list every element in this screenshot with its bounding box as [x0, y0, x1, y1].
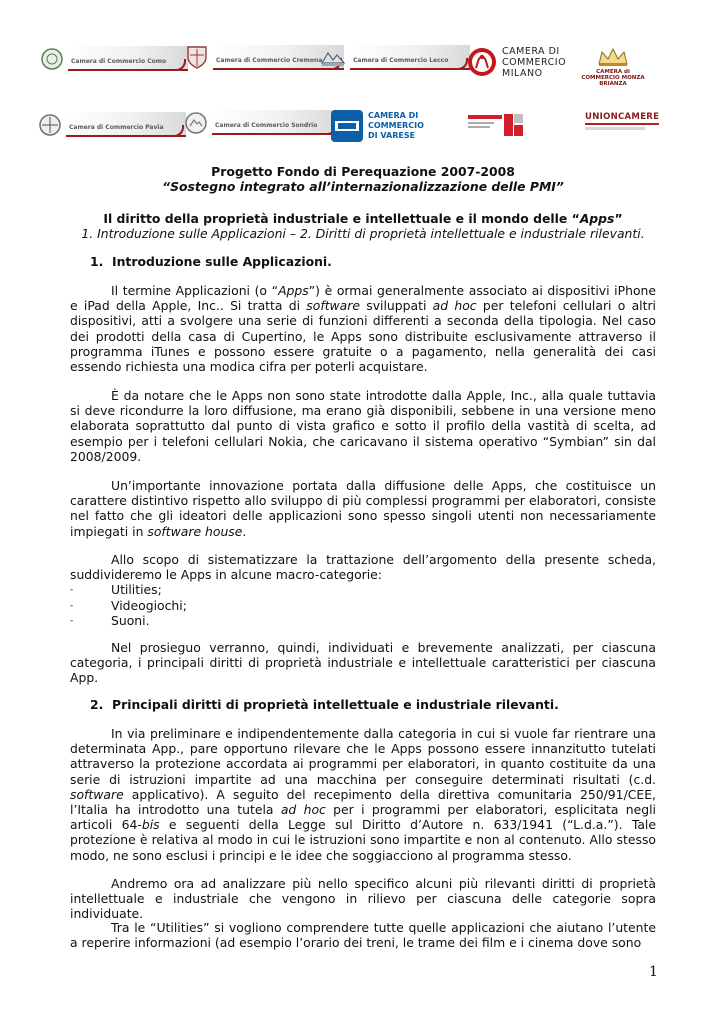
logo-lecco [320, 45, 470, 70]
page-number: 1 [649, 964, 658, 980]
paragraph: In via preliminare e indipendentemente dalla categoria in cui si vuole far rientrare una determinata App., pare opportuno rilevare che le Apps possono essere innanzitutto tutelati attraverso la protezione accordata ai programmi per elaboratori, in quanto costituite da una serie di istruzioni impartite ad una macchina per conseguire determinati risultati (c.d. software applicativo). A seguito del recepimento della direttiva comunitaria 250/91/CEE, l’Italia ha introdotto una tutela ad hoc per i programmi per elaboratori, esplicitata negli articoli 64-bis e seguenti della Legge sul Diritto d’Autore n. 633/1941 (“L.d.a.”). Tale protezione è relativa al modo in cui le istruzioni sono impartite e non al contenuto. Allo stesso modo, ne sono esclusi i principi e le idee che soggiacciono al programma stesso. [70, 726, 656, 863]
logo-como [40, 46, 188, 71]
sondrio-emblem-icon [184, 111, 208, 135]
monza-crown-icon [595, 46, 631, 68]
como-emblem-icon [40, 47, 64, 71]
category-list [70, 582, 656, 628]
title-text: Il diritto della proprietà industriale e intellettuale e il mondo delle “ [103, 211, 580, 226]
logo-label: Camera di Commercio Lecco [353, 57, 449, 64]
paragraph: È da notare che le Apps non sono state introdotte dalla Apple, Inc., alla quale tuttavia si deve ricondurre la loro diffusione, ma erano già disponibili, sebbene in una versione meno elaborata soprattutto dal punto di vista grafico e sotto il profilo della vastità di scelta, ad esempio per i telefoni cellulari Nokia, che caricavano il sistema operativo “Symbian” sin dal 2008/2009. [70, 388, 656, 464]
pavia-emblem-icon [38, 113, 62, 137]
unioncamere-underline [585, 127, 645, 130]
lecco-emblem-icon [320, 47, 346, 69]
logo-unioncamere [585, 112, 659, 130]
logo-label: Camera di Commercio Sondrio [215, 122, 318, 129]
section-number: 1. [90, 254, 104, 269]
section-1-body-4 [70, 552, 656, 628]
paragraph: Tra le “Utilities” si vogliono comprendere tutte quelle applicazioni che aiutano l’utente a reperire informazioni (ad esempio l’orario dei treni, le trame dei film e i cinema dove sono [70, 920, 656, 951]
logo-label: CAMERA DI COMMERCIO DI VARESE [368, 111, 424, 140]
section-2-body-3 [70, 920, 656, 950]
project-name: Progetto Fondo di Perequazione 2007-2008 [211, 164, 515, 179]
section-2-heading [70, 697, 656, 712]
section-1-body-3 [70, 478, 656, 539]
section-1-heading [70, 254, 656, 269]
logo-pavia [38, 112, 186, 137]
section-number: 2. [90, 697, 104, 712]
varese-cciaa-icon [330, 109, 364, 143]
document-title [70, 211, 656, 226]
paragraph: Il termine Applicazioni (o “Apps”) è ormai generalmente associato ai dispositivi iPhone e iPad della Apple, Inc.. Si tratta di software sviluppati ad hoc per telefoni cellulari o altri dispositivi, atti a svolgere una serie di funzioni differenti a seconda della tipologia. Nel caso dei prodotti della casa di Cupertino, le Apps sono distribuite esclusivamente attraverso il programma iTunes e possono essere gratuite o a pagamento, nella generalità dei casi essendo richiesta una modica cifra per poterli acquistare. [70, 283, 657, 375]
project-block [70, 164, 656, 194]
project-subtitle: “Sostegno integrato all’internazionalizzazione delle PMI” [162, 179, 564, 195]
logo-label: Camera di Commercio Como [71, 58, 167, 65]
paragraph: Andremo ora ad analizzare più nello specifico alcuni più rilevanti diritti di proprietà intellettuale e industriale che vengono in rilievo per ciascuna delle categorie sopra individuate. [70, 876, 656, 922]
milano-emblem-icon [466, 44, 498, 80]
logo-label: Camera di Commercio Cremona [216, 56, 323, 64]
paragraph: Nel prosieguo verranno, quindi, individuati e brevemente analizzati, per ciascuna categoria, i principali diritti di proprietà industriale e intellettuale caratteristici per ciascuna App. [70, 640, 656, 686]
section-1-body-2 [70, 388, 656, 464]
logo-label: CAMERA DI COMMERCIO MILANO [502, 45, 567, 79]
title-close-quote: ” [614, 211, 623, 226]
logo-milano [466, 44, 567, 80]
cremona-emblem-icon [185, 44, 209, 70]
logo-label: UNIONCAMERE [585, 112, 659, 125]
logo-varese [330, 109, 430, 143]
section-2-body [70, 726, 656, 863]
title-apps: Apps [579, 211, 615, 226]
logo-monza-brianza [580, 46, 646, 87]
document-subtitle: 1. Introduzione sulle Applicazioni – 2. Diritti di proprietà intellettuale e industriale rilevanti. [81, 226, 645, 242]
list-item: - Suoni. [70, 613, 656, 628]
section-1-body-5 [70, 640, 656, 686]
paragraph: Un’importante innovazione portata dalla diffusione delle Apps, che costituisce un carattere distintivo rispetto allo sviluppo di più complessi programmi per elaboratori, consiste nel fatto che gli ideatori delle applicazioni sono spesso singoli utenti non necessariamente impiegati in software house. [70, 478, 656, 539]
section-heading-text: Introduzione sulle Applicazioni. [112, 254, 332, 269]
section-heading-text: Principali diritti di proprietà intellettuale e industriale rilevanti. [112, 697, 559, 712]
paragraph: Allo scopo di sistematizzare la trattazione dell’argomento della presente scheda, suddivideremo le Apps in alcune macro-categorie: [70, 552, 656, 583]
title-block [70, 211, 656, 241]
section-2-body-2 [70, 876, 656, 922]
logo-sondrio [184, 110, 339, 135]
logo-label: CAMERA di COMMERCIO MONZA BRIANZA [581, 69, 645, 87]
logo-label: Camera di Commercio Pavia [69, 124, 164, 131]
list-item: - Utilities; [70, 582, 656, 597]
logo-infocamere [468, 112, 524, 138]
list-item: - Videogiochi; [70, 598, 656, 613]
section-1-body [70, 283, 656, 374]
red-brand-logo-icon [468, 112, 524, 138]
